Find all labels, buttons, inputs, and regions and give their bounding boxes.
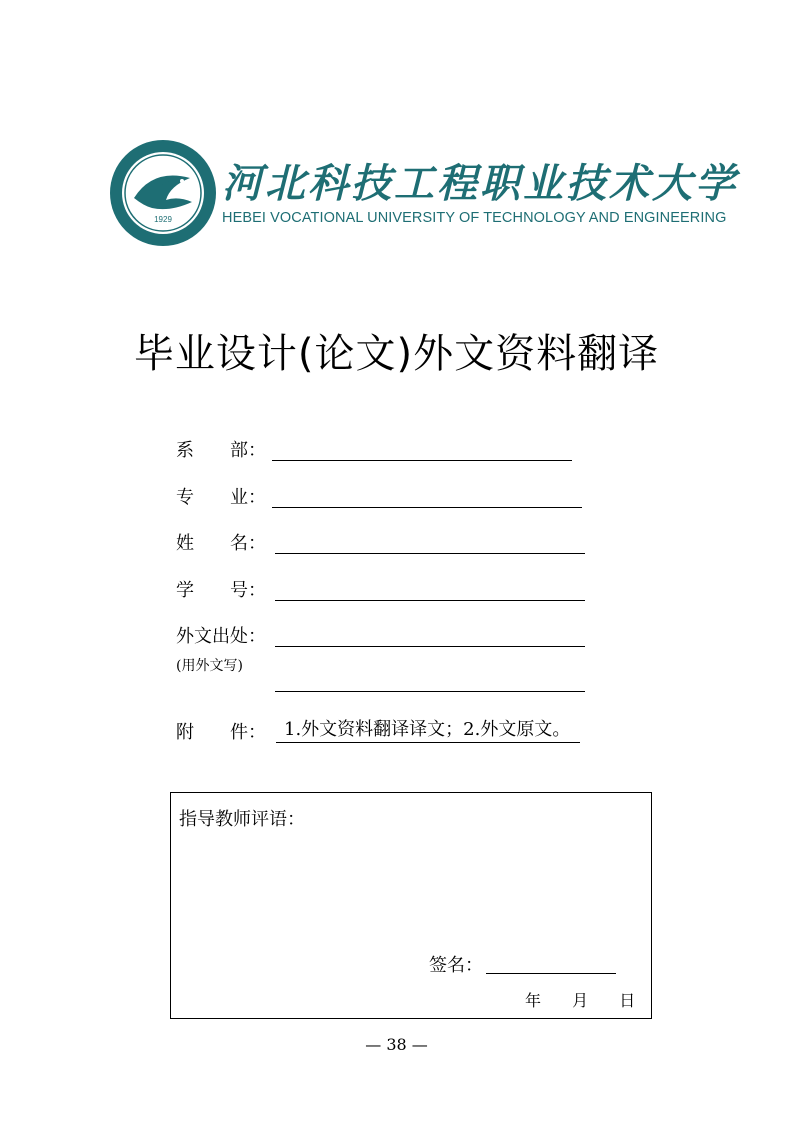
field-attachment bbox=[176, 718, 276, 748]
school-header bbox=[108, 138, 738, 238]
student-id-input-line[interactable] bbox=[275, 600, 585, 601]
svg-text:1929: 1929 bbox=[154, 215, 172, 224]
school-seal-logo bbox=[108, 138, 218, 248]
advisor-comment-label: 指导教师评语： bbox=[179, 809, 305, 830]
signature-line[interactable] bbox=[486, 973, 616, 974]
department-input-line[interactable] bbox=[272, 460, 572, 461]
source-hint: (用外文写) bbox=[176, 658, 243, 674]
student-id-label: 学 号： bbox=[176, 580, 266, 601]
field-student-id bbox=[176, 576, 586, 606]
field-source-continued bbox=[176, 667, 586, 697]
advisor-comment-box[interactable] bbox=[170, 792, 652, 1019]
page-number: — 38 — bbox=[365, 1035, 428, 1054]
attachment-value: 1.外文资料翻译译文；2.外文原文。 bbox=[276, 718, 580, 743]
date-day: 日 bbox=[619, 991, 636, 1010]
page-title: 毕业设计(论文)外文资料翻译 bbox=[133, 331, 660, 377]
date-row bbox=[525, 988, 635, 1011]
field-department bbox=[176, 436, 576, 466]
name-label: 姓 名： bbox=[176, 533, 266, 554]
field-source bbox=[176, 622, 586, 652]
source-label: 外文出处： bbox=[176, 626, 266, 647]
school-name-chinese: 河北科技工程职业技术大学 bbox=[222, 161, 738, 207]
date-year: 年 bbox=[525, 991, 542, 1010]
department-label: 系 部： bbox=[176, 440, 266, 461]
name-input-line[interactable] bbox=[275, 553, 585, 554]
major-label: 专 业： bbox=[176, 487, 266, 508]
field-major bbox=[176, 483, 586, 513]
date-month: 月 bbox=[572, 991, 589, 1010]
attachment-label: 附 件： bbox=[176, 722, 266, 743]
major-input-line[interactable] bbox=[272, 507, 582, 508]
school-name-english: HEBEI VOCATIONAL UNIVERSITY OF TECHNOLOGY AND ENGINEERING bbox=[222, 210, 727, 226]
field-name bbox=[176, 529, 586, 559]
source-input-line-2[interactable] bbox=[275, 691, 585, 692]
signature-label: 签名： bbox=[429, 955, 483, 976]
source-input-line[interactable] bbox=[275, 646, 585, 647]
